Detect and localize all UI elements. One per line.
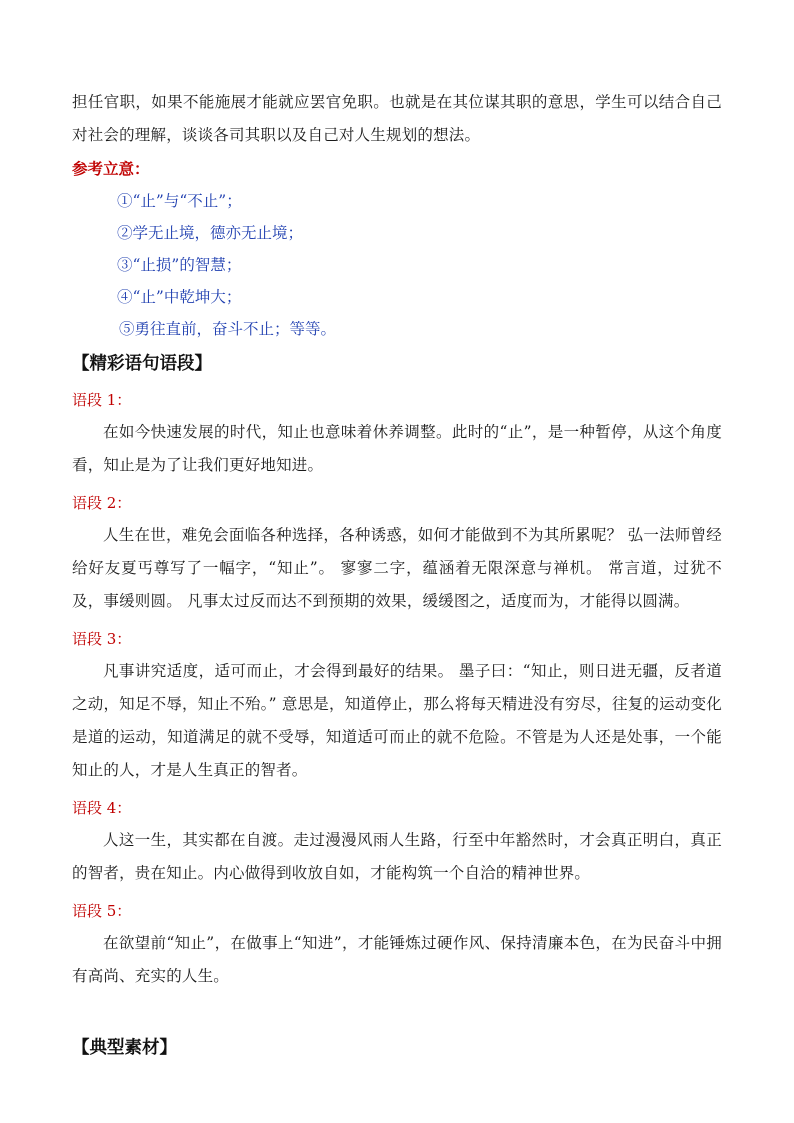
document-page (72, 86, 722, 1065)
reference-item: ⑤勇往直前，奋斗不止；等等。 (119, 320, 337, 338)
reference-item: ④“止”中乾坤大； (117, 288, 242, 306)
segment-label: 语段 5： (72, 902, 132, 920)
section-title-materials: 【典型素材】 (72, 1038, 177, 1058)
segment-text: 在如今快速发展的时代，知止也意味着休养调整。此时的“止”，是一种暂停，从这个角度看，知止是为了让我们更好地知进。 (72, 423, 722, 474)
reference-title: 参考立意： (72, 159, 150, 178)
segment-label: 语段 2： (72, 494, 132, 512)
segment-text: 人这一生，其实都在自渡。走过漫漫风雨人生路，行至中年豁然时，才会真正明白，真正的智者，贵在知止。内心做得到收放自如，才能构筑一个自洽的精神世界。 (72, 831, 722, 882)
segment-label: 语段 3： (72, 630, 132, 648)
reference-item: ②学无止境，德亦无止境； (117, 224, 304, 242)
segment-text: 凡事讲究适度，适可而止，才会得到最好的结果。 墨子曰：“知止，则日进无疆，反者道之动，知足不辱，知止不殆。” 意思是，知道停止，那么将每天精进没有穷尽，往复的运动变化是道的运动，知道满足的就不受辱，知道适可而止的就不危险。不管是为人还是处事，一个能知止的人，才是人生真正的智者。 (72, 662, 722, 779)
segment-text: 人生在世，难免会面临各种选择，各种诱惑，如何才能做到不为其所累呢？ 弘一法师曾经给好友夏丐尊写了一幅字，“知止”。 寥寥二字，蕴涵着无限深意与禅机。 常言道，过犹不及，事缓则圆。 凡事太过反而达不到预期的效果，缓缓图之，适度而为，才能得以圆满。 (72, 526, 722, 610)
section-title-highlights: 【精彩语句语段】 (72, 354, 212, 374)
segment-text: 在欲望前“知止”，在做事上“知进”，才能锤炼过硬作风、保持清廉本色，在为民奋斗中拥有高尚、充实的人生。 (72, 934, 722, 985)
segment-label: 语段 4： (72, 799, 132, 817)
reference-item: ①“止”与“不止”； (117, 192, 242, 210)
reference-item: ③“止损”的智慧； (117, 256, 242, 274)
segment-label: 语段 1： (72, 391, 132, 409)
intro-paragraph: 担任官职，如果不能施展才能就应罢官免职。也就是在其位谋其职的意思，学生可以结合自己对社会的理解，谈谈各司其职以及自己对人生规划的想法。 (72, 93, 722, 144)
